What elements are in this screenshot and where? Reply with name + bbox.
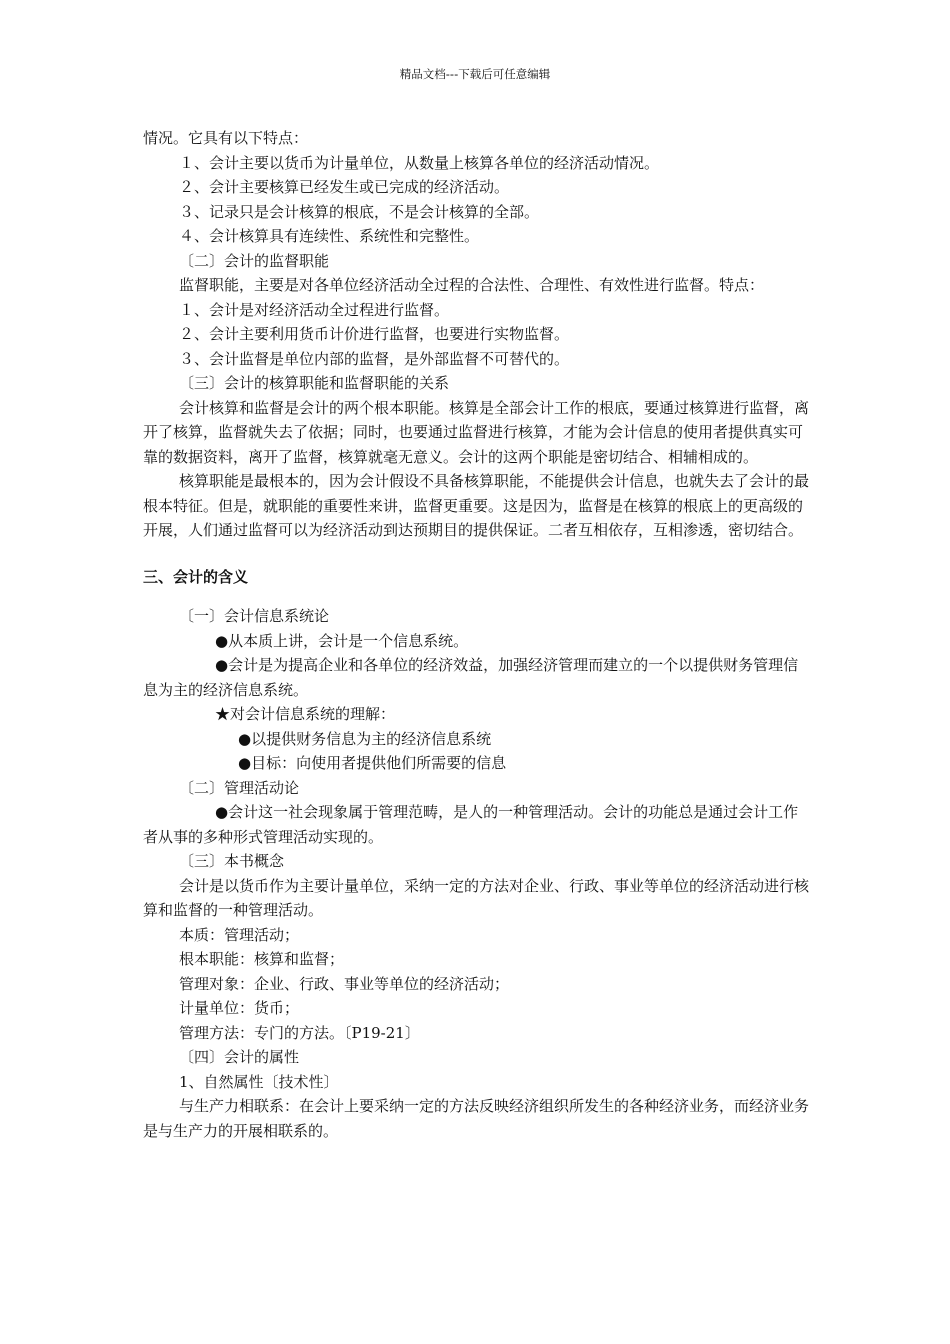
paragraph: 会计核算和监督是会计的两个根本职能。核算是全部会计工作的根底，要通过核算进行监督，离开了核算，监督就失去了依据；同时，也要通过监督进行核算，才能为会计信息的使用者提供真实可靠的数据资料，离开了监督，核算就毫无意义。会计的这两个职能是密切结合、相辅相成的。 — [143, 398, 810, 466]
bullet-item: ●会计是为提高企业和各单位的经济效益，加强经济管理而建立的一个以提供财务管理信息为主的经济信息系统。 — [143, 656, 799, 699]
list-item: 根本职能：核算和监督； — [179, 950, 345, 968]
bullet-item: ●目标：向使用者提供他们所需要的信息 — [238, 754, 507, 772]
page-header: 精品文档---下载后可任意编辑 — [399, 67, 551, 81]
list-item: ３、会计监督是单位内部的监督，是外部监督不可替代的。 — [179, 349, 570, 368]
bullet-item: ●以提供财务信息为主的经济信息系统 — [238, 729, 492, 748]
star-item: ★对会计信息系统的理解： — [215, 705, 396, 723]
paragraph: 与生产力相联系：在会计上要采纳一定的方法反映经济组织所发生的各种经济业务，而经济业务是与生产力的开展相联系的。 — [143, 1097, 810, 1140]
subsection-title: 〔四〕会计的属性 — [179, 1048, 300, 1066]
list-item: ３、记录只是会计核算的根底，不是会计核算的全部。 — [179, 202, 540, 221]
section-heading: 三、会计的含义 — [143, 567, 249, 586]
subsection-title: 〔二〕管理活动论 — [179, 778, 300, 797]
paragraph: 核算职能是最根本的，因为会计假设不具备核算职能，不能提供会计信息，也就失去了会计的最根本特征。但是，就职能的重要性来讲，监督更重要。这是因为，监督是在核算的根底上的更高级的开展，人们通过监督可以为经济活动到达预期目的提供保证。二者互相依存，互相渗透，密切结合。 — [143, 472, 810, 539]
list-item: 1、自然属性〔技术性〕 — [179, 1072, 339, 1091]
list-item: ２、会计主要利用货币计价进行监督，也要进行实物监督。 — [179, 325, 570, 343]
list-item: 计量单位：货币； — [179, 999, 300, 1017]
list-item: ２、会计主要核算已经发生或已完成的经济活动。 — [179, 178, 510, 196]
list-item: ４、会计核算具有连续性、系统性和完整性。 — [179, 227, 480, 245]
subsection-title: 〔一〕会计信息系统论 — [179, 607, 330, 625]
bullet-item: ●会计这一社会现象属于管理范畴，是人的一种管理活动。会计的功能总是通过会计工作者从事的多种形式管理活动实现的。 — [143, 803, 799, 846]
list-item: 管理对象：企业、行政、事业等单位的经济活动； — [179, 974, 510, 993]
intro-text: 情况。它具有以下特点： — [143, 129, 309, 147]
bullet-item: ●从本质上讲，会计是一个信息系统。 — [215, 631, 469, 650]
subsection-title: 〔二〕会计的监督职能 — [179, 251, 330, 270]
paragraph: 会计是以货币作为主要计量单位，采纳一定的方法对企业、行政、事业等单位的经济活动进行核算和监督的一种管理活动。 — [143, 876, 810, 919]
list-item: 本质：管理活动； — [179, 925, 300, 944]
subsection-title: 〔三〕本书概念 — [179, 852, 285, 870]
list-item: １、会计主要以货币为计量单位，从数量上核算各单位的经济活动情况。 — [179, 153, 660, 172]
paragraph: 监督职能，主要是对各单位经济活动全过程的合法性、合理性、有效性进行监督。特点： — [179, 276, 765, 294]
list-item: １、会计是对经济活动全过程进行监督。 — [179, 300, 450, 319]
list-item: 管理方法：专门的方法。〔P19-21〕 — [179, 1023, 420, 1042]
subsection-title: 〔三〕会计的核算职能和监督职能的关系 — [179, 374, 450, 392]
document-body — [143, 126, 811, 1143]
